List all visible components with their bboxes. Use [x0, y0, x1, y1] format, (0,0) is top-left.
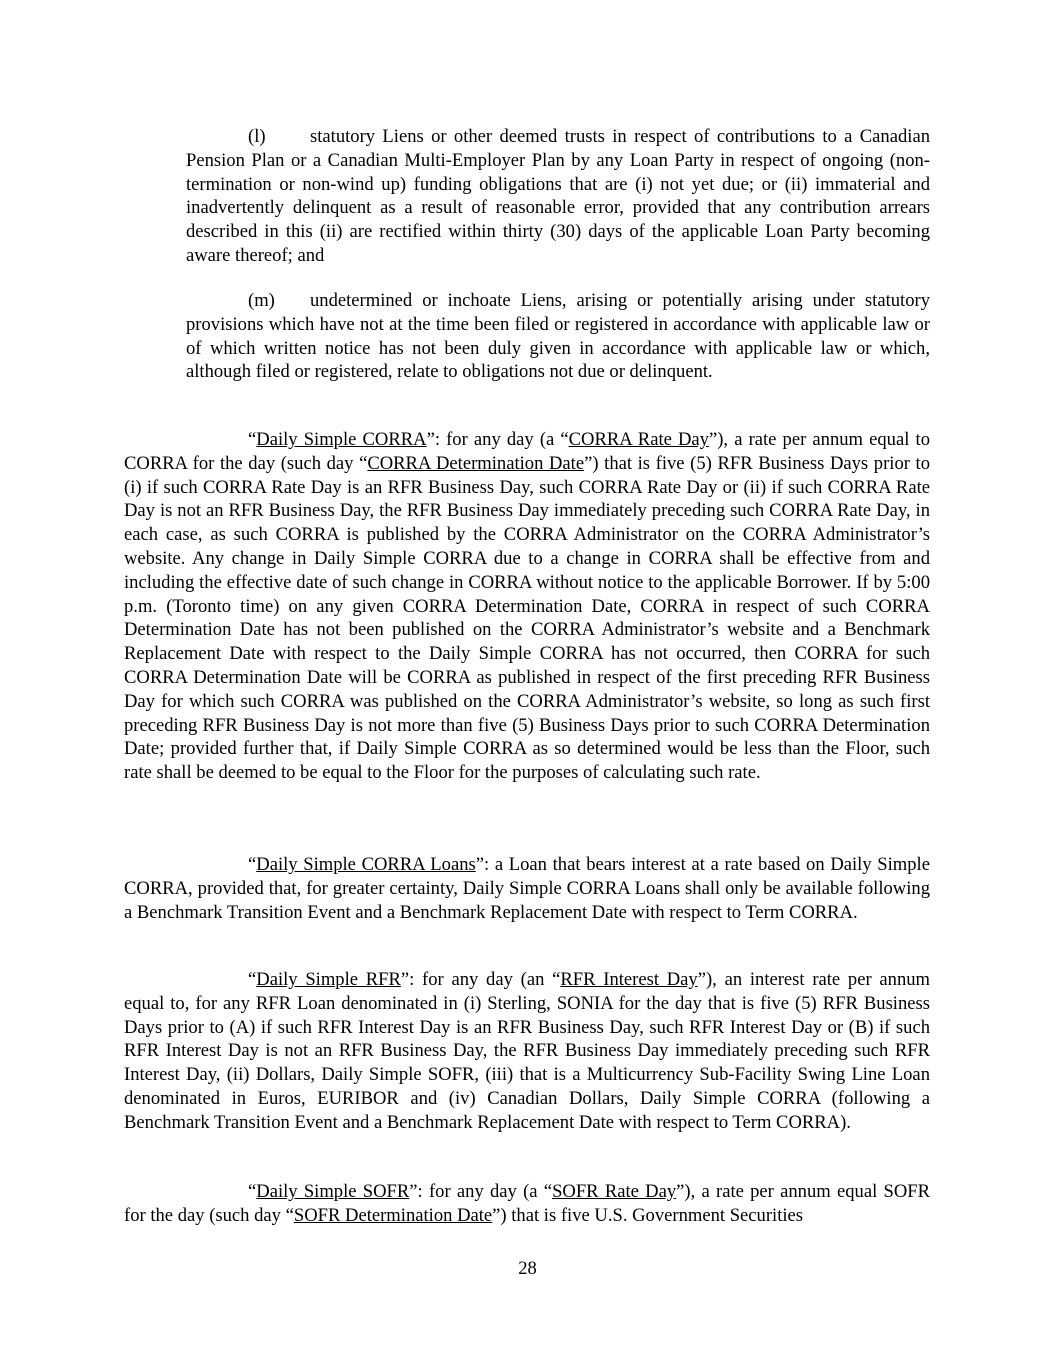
- defined-term: Daily Simple RFR: [256, 969, 401, 990]
- definition-text: ”: for any day (a “: [426, 429, 569, 450]
- definition-daily-simple-corra: [124, 428, 930, 785]
- definition-daily-simple-sofr: [124, 1180, 930, 1228]
- definition-text: ”), a rate per annum equal to CORRA for the day (such day “: [124, 429, 930, 474]
- page-number: 28: [518, 1258, 537, 1279]
- defined-term: SOFR Determination Date: [293, 1204, 493, 1226]
- definition-daily-simple-rfr: [124, 968, 930, 1135]
- definition-text: ”), a rate per annum equal SOFR for the day (such day “: [124, 1181, 931, 1226]
- defined-term: CORRA Rate Day: [568, 429, 709, 450]
- defined-term: Daily Simple SOFR: [256, 1181, 410, 1202]
- defined-term: Daily Simple CORRA Loans: [256, 854, 476, 875]
- definition-text: ”: for any day (a “: [409, 1181, 553, 1202]
- defined-term: Daily Simple CORRA: [256, 429, 427, 450]
- clause-l: [186, 125, 930, 268]
- clause-marker: (l): [248, 126, 266, 147]
- clause-marker: (m): [248, 290, 275, 311]
- defined-term: SOFR Rate Day: [552, 1181, 677, 1202]
- defined-term: CORRA Determination Date: [367, 452, 585, 474]
- definition-text: ”: a Loan that bears interest at a rate based on Daily Simple CORRA, provided that, for greater certainty, Daily Simple CORRA Loans shall only be available following a Benchmark Transition Event and a Benchmark Replacement Date with respect to Term CORRA.: [124, 854, 930, 923]
- definition-daily-simple-corra-loans: [124, 853, 930, 924]
- open-quote: “: [248, 429, 257, 450]
- definition-text: ”), an interest rate per annum equal to, for any RFR Loan denominated in (i) Sterling, SONIA for the day that is five (5) RFR Business Days prior to (A) if such RFR Interest Day is an RFR Business Day, such RFR Interest Day or (B) if such RFR Interest Day is not an RFR Business Day, the RFR Business Day immediately preceding such RFR Interest Day, (ii) Dollars, Daily Simple SOFR, (iii) that is a Multicurrency Sub-Facility Swing Line Loan denominated in Euros, EURIBOR and (iv) Canadian Dollars, Daily Simple CORRA (following a Benchmark Transition Event and a Benchmark Replacement Date with respect to Term CORRA).: [124, 969, 931, 1133]
- open-quote: “: [248, 969, 257, 990]
- open-quote: “: [248, 854, 257, 875]
- definition-text: ”) that is five (5) RFR Business Days prior to (i) if such CORRA Rate Day is an RFR Business Day, such CORRA Rate Day or (ii) if such CORRA Rate Day is not an RFR Business Day, the RFR Business Day immediately preceding such CORRA Rate Day, in each case, as such CORRA is published by the CORRA Administrator on the CORRA Administrator’s website. Any change in Daily Simple CORRA due to a change in CORRA shall be effective from and including the effective date of such change in CORRA without notice to the applicable Borrower. If by 5:00 p.m. (Toronto time) on any given CORRA Determination Date, CORRA in respect of such CORRA Determination Date has not been published on the CORRA Administrator’s website and a Benchmark Replacement Date with respect to the Daily Simple CORRA has not occurred, then CORRA for such CORRA Determination Date will be CORRA as published in respect of the first preceding RFR Business Day for which such CORRA was published on the CORRA Administrator’s website, so long as such first preceding RFR Business Day is not more than five (5) Business Days prior to such CORRA Determination Date; provided further that, if Daily Simple CORRA as so determined would be less than the Floor, such rate shall be deemed to be equal to the Floor for the purposes of calculating such rate.: [124, 452, 931, 784]
- definition-text: ”) that is five U.S. Government Securities: [492, 1204, 804, 1226]
- clause-text: undetermined or inchoate Liens, arising or potentially arising under statutory provisions which have not at the time been filed or registered in accordance with applicable law or of which written notice has not been duly given in accordance with applicable law or which, although filed or registered, relate to obligations not due or delinquent.: [186, 290, 930, 383]
- clause-m: [186, 289, 930, 384]
- open-quote: “: [248, 1181, 257, 1202]
- defined-term: RFR Interest Day: [560, 969, 698, 990]
- definition-text: ”: for any day (an “: [400, 969, 561, 990]
- clause-text: statutory Liens or other deemed trusts in respect of contributions to a Canadian Pension Plan or a Canadian Multi-Employer Plan by any Loan Party in respect of ongoing (non-termination or non-wind up) funding obligations that are (i) not yet due; or (ii) immaterial and inadvertently delinquent as a result of reasonable error, provided that any contribution arrears described in this (ii) are rectified within thirty (30) days of the applicable Loan Party becoming aware thereof; and: [186, 126, 930, 266]
